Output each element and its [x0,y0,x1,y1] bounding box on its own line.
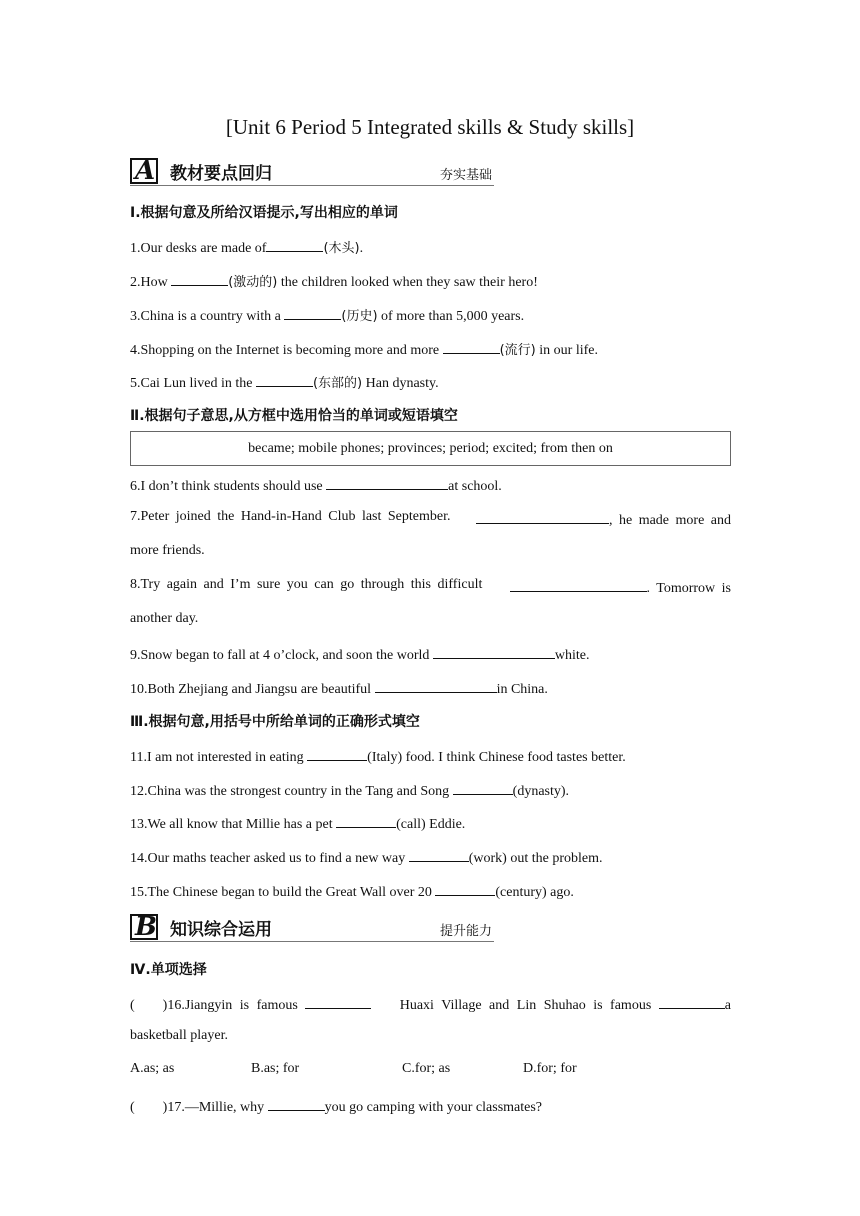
q10-text: 10.Both Zhejiang and Jiangsu are beautiful [130,682,375,697]
q10-post: in China. [496,682,548,697]
q16-option-c[interactable]: C.for; as [402,1061,451,1076]
q15-post: (century) ago. [495,885,574,900]
question-3 [130,305,731,325]
q15-blank[interactable] [435,881,495,896]
section-b-letter-box [130,914,158,940]
q9-text: 9.Snow began to fall at 4 o’clock, and soon the world [130,648,433,663]
question-10 [130,678,731,698]
q10-blank[interactable] [375,678,497,693]
section-a-name: 教材要点回归 [170,164,272,184]
q4-text: 4.Shopping on the Internet is becoming more and more [130,343,443,358]
question-4 [130,339,731,359]
q9-blank[interactable] [433,644,555,659]
section-a-rule [130,185,494,186]
q5-post: Han dynasty. [362,376,439,391]
q14-text: 14.Our maths teacher asked us to find a new way [130,851,409,866]
section-a-banner [130,156,494,186]
question-16-options [130,1061,731,1077]
q16-text-2: Huaxi Village and Lin Shuhao is famous [399,998,659,1013]
q7-blank[interactable] [476,509,609,524]
question-8-cont: another day. [130,611,199,626]
q2-hint: (激动的) [228,275,278,290]
q4-hint: (流行) [499,343,536,358]
part2-heading: Ⅱ.根据句子意思,从方框中选用恰当的单词或短语填空 [130,408,458,424]
q16-text-3: a [724,998,731,1013]
question-12 [130,780,731,800]
q6-post: at school. [448,479,502,494]
q13-blank[interactable] [336,813,396,828]
q2-text: 2.How [130,275,172,290]
q16-option-b[interactable]: B.as; for [251,1061,300,1076]
part1-heading: Ⅰ.根据句意及所给汉语提示,写出相应的单词 [130,205,398,221]
q17-answer-paren[interactable]: ( ) [130,1100,168,1115]
q17-text: 17.—Millie, why [167,1100,268,1115]
q1-hint: (木头) [323,241,360,256]
q3-hint: (历史) [341,309,378,324]
q11-post: (Italy) food. I think Chinese food tastes better. [367,750,626,765]
q9-post: white. [554,648,590,663]
q17-text-2: you go camping with your classmates? [324,1100,543,1115]
question-11 [130,746,731,766]
q16-answer-paren[interactable]: ( ) [130,998,168,1013]
q16-text: 16.Jiangyin is famous [167,998,306,1013]
part4-heading: Ⅳ.单项选择 [130,962,207,978]
q11-text: 11.I am not interested in eating [130,750,308,765]
section-b-letter: B [135,912,157,942]
question-15 [130,881,731,901]
q1-post: . [359,241,364,256]
q1-text: 1.Our desks are made of [130,241,267,256]
question-8 [130,577,731,597]
q11-blank[interactable] [307,746,367,761]
q16-blank-2[interactable] [659,994,725,1009]
q5-hint: (东部的) [312,376,363,391]
question-13 [130,813,731,833]
question-16-cont: basketball player. [130,1028,228,1043]
q3-blank[interactable] [284,305,341,320]
q16-blank-1[interactable] [305,994,371,1009]
q12-post: (dynasty). [512,784,570,799]
question-6 [130,475,731,495]
q13-text: 13.We all know that Millie has a pet [130,817,337,832]
question-17 [130,1096,731,1116]
q3-post: of more than 5,000 years. [377,309,525,324]
q6-blank[interactable] [326,475,448,490]
section-b-rule [130,941,494,942]
q12-text: 12.China was the strongest country in the Tang and Song [130,784,453,799]
q8-text: 8.Try again and I’m sure you can go through this difficult [130,577,483,592]
q1-blank[interactable] [266,237,323,252]
q15-text: 15.The Chinese began to build the Great Wall over 20 [130,885,436,900]
q7-text: 7.Peter joined the Hand-in-Hand Club last September. [130,509,451,524]
section-b-name: 知识综合运用 [170,920,272,940]
question-7-cont: more friends. [130,543,205,558]
question-1 [130,237,731,257]
q14-blank[interactable] [409,847,469,862]
question-14 [130,847,731,867]
q6-text: 6.I don’t think students should use [130,479,327,494]
q2-post: the children looked when they saw their hero! [277,275,538,290]
question-7 [130,509,731,529]
page-title: [Unit 6 Period 5 Integrated skills & Study skills] [225,115,635,139]
q7-post: , he made more and [608,513,731,528]
q3-text: 3.China is a country with a [130,309,285,324]
section-a-tag: 夯实基础 [439,168,492,183]
q2-blank[interactable] [171,271,228,286]
part3-heading: Ⅲ.根据句意,用括号中所给单词的正确形式填空 [130,714,420,730]
q4-post: in our life. [535,343,598,358]
question-16 [130,994,731,1014]
q16-option-d[interactable]: D.for; for [523,1061,577,1076]
q14-post: (work) out the problem. [468,851,603,866]
q5-text: 5.Cai Lun lived in the [130,376,256,391]
section-b-tag: 提升能力 [439,924,492,939]
question-9 [130,644,731,664]
section-a-letter-box [130,158,158,184]
q4-blank[interactable] [443,339,500,354]
q16-option-a[interactable]: A.as; as [130,1061,175,1076]
section-a-letter: A [135,156,156,186]
q17-blank[interactable] [268,1096,325,1111]
q12-blank[interactable] [453,780,513,795]
q13-post: (call) Eddie. [396,817,466,832]
word-bank-box: became; mobile phones; provinces; period; excited; from then on [130,431,731,466]
q8-post: . Tomorrow is [646,581,731,596]
section-b-banner [130,912,494,942]
question-5 [130,372,731,392]
question-2 [130,271,731,291]
q8-blank[interactable] [510,577,647,592]
q5-blank[interactable] [256,372,313,387]
